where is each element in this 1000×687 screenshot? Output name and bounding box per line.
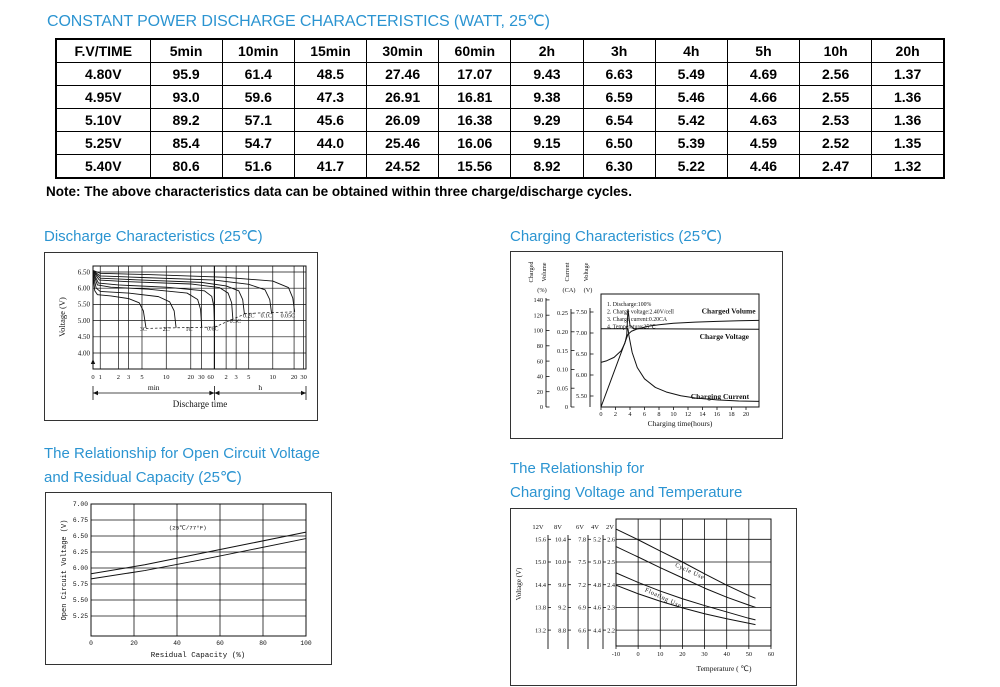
voltage-tick: 6.6 (578, 627, 586, 635)
voltage-tick: 9.2 (558, 604, 566, 612)
current-tick: 0.10 (556, 366, 568, 374)
x-axis-title: Discharge time (172, 399, 228, 409)
section-title-cvt-line1: The Relationship for (510, 460, 645, 477)
voltage-tick: 7.5 (578, 559, 586, 567)
x-tick-label: 30 (701, 651, 708, 658)
curve-label: 2C (162, 326, 170, 333)
voltage-tick: 14.4 (535, 581, 546, 589)
table-cell: 54.7 (222, 132, 294, 155)
volume-tick: 60 (536, 358, 543, 366)
band-label: Floating Use (643, 586, 683, 610)
current-axis-unit: (CA) (562, 287, 576, 294)
table-row (56, 109, 944, 132)
voltage-column-header: 2V (606, 524, 614, 531)
voltage-tick: 15.0 (535, 559, 546, 567)
time-col-header: 30min (367, 39, 439, 63)
x-axis-title: Residual Capacity (%) (150, 652, 246, 660)
x-tick-label: 30 (300, 374, 307, 381)
x-tick-label: 0 (636, 651, 640, 658)
table-cell: 1.36 (872, 109, 944, 132)
voltage-tick: 7.00 (575, 330, 587, 338)
temperature-annotation: (25℃/77°F) (168, 524, 207, 532)
origin-arrow (91, 359, 95, 364)
curve-label: 0.05C (280, 313, 296, 320)
volume-tick: 80 (536, 343, 543, 350)
y-tick-label: 4.00 (77, 349, 90, 358)
annotation-line: 3. Charge current:0.20CA (607, 317, 668, 323)
x-tick-label: 0 (89, 640, 93, 647)
voltage-column-header: 4V (591, 524, 599, 531)
voltage-tick: 8.8 (558, 627, 566, 635)
table-cell: 9.29 (511, 109, 583, 132)
table-cell: 8.92 (511, 155, 583, 179)
table-cell: 26.09 (367, 109, 439, 132)
voltage-tick: 5.0 (593, 559, 601, 567)
voltage-tick: 6.50 (575, 351, 587, 359)
voltage-tick: 2.2 (607, 627, 615, 635)
voltage-tick: 6.9 (578, 604, 586, 612)
table-cell: 4.59 (727, 132, 799, 155)
ocv-chart-svg (46, 493, 331, 664)
min-segment-label: min (147, 383, 160, 392)
time-col-header: 60min (439, 39, 511, 63)
voltage-tick: 6.00 (575, 372, 587, 380)
x-tick-label: 5 (140, 374, 144, 381)
x-tick-label: 40 (723, 651, 730, 658)
cvt-curve-floating-lower (616, 585, 755, 624)
voltage-column-header: 8V (554, 524, 562, 531)
section-title-ocv-line2: and Residual Capacity (25℃) (44, 469, 242, 486)
x-tick-label: 60 (216, 640, 224, 647)
table-cell: 6.30 (583, 155, 655, 179)
volume-axis-title: Charged (528, 261, 535, 283)
x-tick-label: 50 (745, 651, 752, 658)
y-tick-label: 6.00 (72, 565, 88, 573)
voltage-axis-title: Voltage (583, 262, 590, 282)
table-cell: 57.1 (222, 109, 294, 132)
table-cell: 1.37 (872, 63, 944, 86)
y-tick-label: 5.25 (72, 613, 88, 621)
table-cell: 9.15 (511, 132, 583, 155)
discharge-curve-0.1C (93, 271, 272, 314)
table-row (56, 63, 944, 86)
table-row (56, 132, 944, 155)
voltage-tick: 2.6 (607, 536, 615, 544)
curve-label: Charge Voltage (699, 331, 749, 341)
x-tick-label: 18 (728, 411, 735, 418)
current-tick: 0 (564, 404, 568, 412)
volume-tick: 20 (536, 388, 543, 396)
table-cell: 15.56 (439, 155, 511, 179)
table-cell: 4.66 (727, 86, 799, 109)
table-cell: 5.46 (655, 86, 727, 109)
x-tick-label: 6 (642, 411, 647, 418)
voltage-tick: 5.50 (575, 393, 587, 401)
table-cell: 6.54 (583, 109, 655, 132)
section-title-cvt-line2: Charging Voltage and Temperature (510, 484, 743, 501)
x-tick-label: 40 (173, 640, 181, 647)
table-cell: 1.32 (872, 155, 944, 179)
voltage-row-label: 4.80V (56, 63, 150, 86)
voltage-tick: 5.2 (593, 536, 601, 544)
charging-chart-svg (511, 252, 782, 438)
voltage-tick: 2.4 (607, 581, 615, 589)
x-tick-label: 20 (130, 640, 138, 647)
table-cell: 5.22 (655, 155, 727, 179)
table-cell: 4.69 (727, 63, 799, 86)
table-cell: 47.3 (294, 86, 366, 109)
x-tick-label: 14 (699, 411, 706, 418)
h-segment-label: h (258, 383, 263, 392)
current-tick: 0.25 (556, 310, 568, 318)
y-tick-label: 6.75 (72, 517, 88, 525)
table-cell: 4.46 (727, 155, 799, 179)
x-tick-label: 60 (207, 374, 214, 381)
table-cell: 5.49 (655, 63, 727, 86)
voltage-tick: 4.6 (593, 604, 601, 612)
x-tick-label: 100 (300, 640, 312, 647)
curve-label: 0.1C (260, 313, 273, 320)
table-cell: 41.7 (294, 155, 366, 179)
x-tick-label: 20 (187, 374, 195, 381)
table-cell: 6.50 (583, 132, 655, 155)
table-cell: 27.46 (367, 63, 439, 86)
table-cell: 44.0 (294, 132, 366, 155)
x-tick-label: 3 (234, 374, 238, 381)
ocv-curve-lower-line (91, 539, 306, 579)
voltage-tick: 13.2 (535, 627, 546, 635)
voltage-column-header: 12V (532, 524, 544, 531)
x-tick-label: 2 (613, 411, 618, 418)
section-title-ocv-line1: The Relationship for Open Circuit Voltage (44, 445, 320, 462)
table-row (56, 86, 944, 109)
band-label: Cycle Use (673, 561, 706, 582)
discharge-curve-3C (93, 275, 146, 328)
volume-tick: 120 (533, 312, 543, 320)
x-tick-label: 10 (670, 411, 677, 418)
voltage-tick: 10.0 (555, 559, 566, 567)
y-tick-label: 5.50 (77, 300, 90, 309)
table-cell: 4.63 (727, 109, 799, 132)
y-tick-label: 6.25 (72, 549, 88, 557)
voltage-tick: 10.4 (555, 536, 566, 544)
table-cell: 16.81 (439, 86, 511, 109)
voltage-tick: 2.5 (607, 559, 615, 567)
page-title: CONSTANT POWER DISCHARGE CHARACTERISTICS (WATT, 25℃) (47, 13, 550, 30)
time-col-header: 2h (511, 39, 583, 63)
cutoff-dotted-line (146, 327, 215, 328)
curve-label: 0.3C (229, 319, 242, 326)
x-tick-label: 10 (269, 374, 277, 381)
volume-tick: 140 (533, 297, 543, 305)
time-col-header: 5h (727, 39, 799, 63)
voltage-tick: 7.8 (578, 536, 586, 544)
x-tick-label: 8 (657, 411, 661, 418)
note-text: Note: The above characteristics data can be obtained within three charge/discharge cycles. (46, 184, 632, 199)
voltage-tick: 4.4 (593, 627, 601, 635)
voltage-row-label: 5.10V (56, 109, 150, 132)
x-tick-label: 0 (91, 374, 95, 381)
curve-label: 0.6C (207, 326, 219, 333)
y-tick-label: 5.00 (77, 316, 90, 325)
table-cell: 6.59 (583, 86, 655, 109)
table-cell: 24.52 (367, 155, 439, 179)
curve-label: Charged Volume (701, 306, 756, 316)
voltage-column-header: 6V (576, 524, 584, 531)
y-axis-title: Open Circuit Voltage (V) (61, 519, 69, 621)
table-cell: 61.4 (222, 63, 294, 86)
power-table (55, 38, 945, 179)
ocv-curve-upper-line (91, 532, 306, 574)
y-tick-label: 6.50 (77, 268, 90, 277)
arrow-head (93, 391, 98, 395)
voltage-row-label: 4.95V (56, 86, 150, 109)
x-tick-label: 80 (259, 640, 267, 647)
current-axis-title: Current (564, 262, 571, 282)
x-tick-label: 12 (684, 411, 692, 418)
table-cell: 16.38 (439, 109, 511, 132)
y-tick-label: 6.00 (77, 284, 90, 293)
voltage-tick: 13.8 (535, 604, 546, 612)
volume-axis-unit: (%) (537, 287, 547, 294)
ocv-chart (45, 492, 332, 665)
table-cell: 16.06 (439, 132, 511, 155)
time-col-header: 5min (150, 39, 222, 63)
voltage-tick: 9.6 (558, 581, 566, 589)
x-tick-label: 16 (713, 411, 721, 418)
time-col-header: 15min (294, 39, 366, 63)
arrow-head (214, 391, 219, 395)
voltage-tick: 15.6 (535, 536, 546, 544)
x-tick-label: 0 (599, 411, 603, 418)
volume-tick: 40 (536, 373, 543, 381)
cvt-chart-svg (511, 509, 796, 685)
section-title-charging: Charging Characteristics (25℃) (510, 228, 722, 245)
x-tick-label: 4 (628, 411, 632, 418)
x-tick-label: 20 (742, 411, 750, 418)
time-col-header: 20h (872, 39, 944, 63)
x-tick-label: 10 (657, 651, 664, 658)
y-tick-label: 4.50 (77, 333, 90, 342)
y-axis-title: Voltage (V) (515, 567, 523, 601)
volume-axis-title: Volume (541, 262, 548, 282)
table-cell: 9.43 (511, 63, 583, 86)
voltage-axis-unit: (V) (583, 287, 593, 294)
table-cell: 59.6 (222, 86, 294, 109)
table-cell: 48.5 (294, 63, 366, 86)
y-tick-label: 5.50 (72, 597, 88, 605)
x-axis-title: Charging time(hours) (647, 419, 713, 428)
arrow-head (301, 391, 306, 395)
table-cell: 2.52 (800, 132, 872, 155)
x-tick-label: 2 (116, 374, 120, 381)
table-cell: 25.46 (367, 132, 439, 155)
time-col-header: 3h (583, 39, 655, 63)
table-cell: 95.9 (150, 63, 222, 86)
voltage-tick: 7.2 (578, 581, 586, 589)
discharge-chart-svg (45, 253, 317, 420)
voltage-row-label: 5.25V (56, 132, 150, 155)
annotation-line: 1. Discharge:100% (607, 302, 652, 308)
time-col-header: 10min (222, 39, 294, 63)
x-tick-label: 30 (198, 374, 205, 381)
x-tick-label: 60 (767, 651, 775, 658)
curve-label: 0.2C (242, 313, 255, 320)
table-cell: 1.36 (872, 86, 944, 109)
x-tick-label: 1 (98, 374, 102, 381)
table-cell: 5.39 (655, 132, 727, 155)
table-cell: 9.38 (511, 86, 583, 109)
volume-tick: 100 (533, 327, 543, 335)
cvt-curve-cycle-lower (616, 547, 755, 608)
table-cell: 89.2 (150, 109, 222, 132)
annotation-line: 2. Charge voltage:2.40V/cell (607, 309, 674, 316)
discharge-chart (44, 252, 318, 421)
voltage-tick: 4.8 (593, 581, 601, 589)
voltage-tick: 2.3 (607, 604, 615, 612)
table-cell: 51.6 (222, 155, 294, 179)
arrow-head (209, 391, 214, 395)
curve-label: 1C (185, 326, 193, 333)
table-cell: 2.53 (800, 109, 872, 132)
voltage-tick: 7.50 (575, 309, 587, 317)
volume-tick: 0 (539, 404, 543, 412)
table-cell: 5.42 (655, 109, 727, 132)
table-cell: 45.6 (294, 109, 366, 132)
annotation-line: 4. Temperature:25℃ (607, 324, 656, 331)
current-tick: 0.15 (556, 347, 568, 355)
voltage-row-label: 5.40V (56, 155, 150, 179)
current-tick: 0.05 (556, 385, 568, 393)
current-tick: 0.20 (556, 329, 568, 336)
curve-label: 3C (139, 326, 147, 333)
x-tick-label: 5 (247, 374, 251, 381)
corner-header: F.V/TIME (56, 39, 150, 63)
table-cell: 1.35 (872, 132, 944, 155)
table-cell: 17.07 (439, 63, 511, 86)
section-title-discharge: Discharge Characteristics (25℃) (44, 228, 263, 245)
x-tick-label: 20 (290, 374, 298, 381)
y-tick-label: 7.00 (72, 501, 88, 509)
table-row (56, 155, 944, 179)
x-tick-label: 2 (224, 374, 228, 381)
x-tick-label: 3 (126, 374, 131, 381)
table-cell: 93.0 (150, 86, 222, 109)
table-cell: 2.56 (800, 63, 872, 86)
y-tick-label: 5.75 (72, 581, 88, 589)
x-tick-label: 10 (163, 374, 170, 381)
x-axis-title: Temperature ( ℃) (696, 664, 752, 673)
x-tick-label: 20 (679, 651, 686, 658)
table-cell: 80.6 (150, 155, 222, 179)
cvt-chart (510, 508, 797, 686)
time-col-header: 4h (655, 39, 727, 63)
y-axis-title: Voltage (V) (57, 297, 67, 337)
curve-label: Charging Current (690, 392, 750, 402)
table-cell: 85.4 (150, 132, 222, 155)
table-cell: 2.55 (800, 86, 872, 109)
time-col-header: 10h (800, 39, 872, 63)
table-cell: 6.63 (583, 63, 655, 86)
table-cell: 2.47 (800, 155, 872, 179)
charging-chart (510, 251, 783, 439)
table-cell: 26.91 (367, 86, 439, 109)
x-tick-label: -10 (611, 651, 621, 658)
y-tick-label: 6.50 (72, 533, 88, 541)
